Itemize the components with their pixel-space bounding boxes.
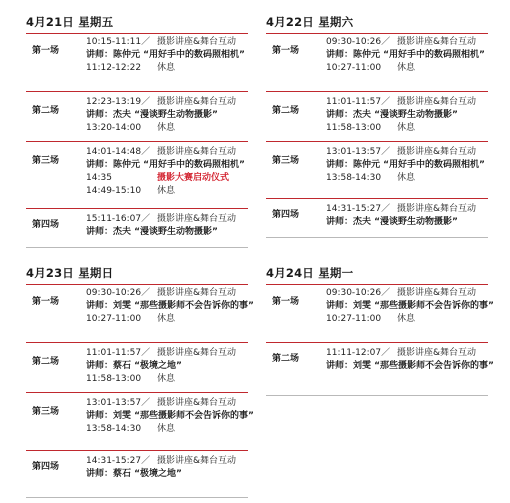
day-header: 4月22日 星期六: [266, 15, 354, 29]
speaker-line: 讲师：杰夫 “漫谈野生动物摄影”: [86, 227, 218, 237]
event-title: 休息: [157, 63, 176, 73]
schedule-line: [86, 313, 175, 325]
day-top-rule: [26, 284, 248, 285]
schedule-line: [86, 397, 236, 409]
schedule-line: [86, 360, 182, 372]
schedule-line: [326, 300, 494, 312]
day-header: 4月24日 星期一: [266, 266, 354, 280]
schedule-line: [326, 287, 476, 299]
time-range: 11:58-13:00: [86, 374, 142, 384]
event-title: 摄影讲座&舞台互动: [157, 456, 237, 466]
session-divider: [26, 392, 248, 393]
session-divider: [26, 450, 248, 451]
schedule-line: [86, 122, 175, 134]
time-range: 13:01-13:57／: [326, 147, 391, 157]
day-top-rule: [26, 33, 248, 34]
event-title: 休息: [157, 186, 176, 196]
session-label: 第四场: [32, 220, 60, 230]
session-divider: [266, 91, 488, 92]
event-title: 休息: [397, 314, 416, 324]
event-title: 摄影讲座&舞台互动: [397, 204, 477, 214]
speaker-line: 讲师：陈仲元 “用好手中的数码照相机”: [326, 160, 485, 170]
session-label: 第一场: [32, 46, 60, 56]
session-divider: [266, 198, 488, 199]
time-range: 11:01-11:57／: [86, 348, 151, 358]
schedule-line: [86, 468, 182, 480]
event-title: 摄影讲座&舞台互动: [397, 288, 477, 298]
speaker-line: 讲师：杰夫 “漫谈野生动物摄影”: [326, 217, 458, 227]
event-title: 休息: [157, 314, 176, 324]
time-range: 11:01-11:57／: [326, 97, 391, 107]
session-divider: [26, 141, 248, 142]
day-header: 4月21日 星期五: [26, 15, 114, 29]
time-range: 11:58-13:00: [326, 123, 382, 133]
time-range: 10:27-11:00: [326, 314, 382, 324]
schedule-line: [86, 172, 229, 184]
speaker-line: 讲师：陈仲元 “用好手中的数码照相机”: [326, 50, 485, 60]
time-range: 09:30-10:26／: [86, 288, 151, 298]
session-divider: [266, 342, 488, 343]
time-range: 10:15-11:11／: [86, 37, 151, 47]
ceremony-title: 摄影大赛启动仪式: [157, 173, 230, 183]
session-label: 第三场: [32, 156, 60, 166]
speaker-line: 讲师：陈仲元 “用好手中的数码照相机”: [86, 160, 245, 170]
speaker-line: 讲师：刘雯 “那些摄影师不会告诉你的事”: [86, 411, 254, 421]
schedule-line: [86, 49, 245, 61]
speaker-line: 讲师：刘雯 “那些摄影师不会告诉你的事”: [326, 301, 494, 311]
time-range: 14:35: [86, 173, 112, 183]
time-range: 12:23-13:19／: [86, 97, 151, 107]
session-label: 第二场: [32, 357, 60, 367]
schedule-line: [326, 49, 485, 61]
speaker-line: 讲师：杰夫 “漫谈野生动物摄影”: [326, 110, 458, 120]
session-divider: [26, 91, 248, 92]
schedule-line: [326, 109, 458, 121]
day-end-rule: [266, 237, 488, 238]
schedule-line: [86, 226, 218, 238]
schedule-line: [326, 122, 415, 134]
schedule-line: [326, 216, 458, 228]
schedule-line: [86, 410, 254, 422]
session-label: 第二场: [272, 354, 300, 364]
day-top-rule: [266, 33, 488, 34]
speaker-line: 讲师：蔡石 “极境之地”: [86, 361, 182, 371]
schedule-line: [86, 455, 236, 467]
schedule-line: [326, 146, 476, 158]
time-range: 14:49-15:10: [86, 186, 142, 196]
schedule-line: [326, 159, 485, 171]
day-end-rule: [266, 395, 488, 396]
time-range: 13:01-13:57／: [86, 398, 151, 408]
time-range: 13:58-14:30: [326, 173, 382, 183]
time-range: 15:11-16:07／: [86, 214, 151, 224]
event-title: 摄影讲座&舞台互动: [157, 147, 237, 157]
schedule-line: [86, 347, 236, 359]
schedule-line: [86, 300, 254, 312]
event-title: 摄影讲座&舞台互动: [397, 147, 477, 157]
event-title: 摄影讲座&舞台互动: [157, 348, 237, 358]
session-label: 第四场: [272, 210, 300, 220]
time-range: 14:01-14:48／: [86, 147, 151, 157]
event-title: 休息: [157, 374, 176, 384]
session-label: 第二场: [272, 106, 300, 116]
schedule-line: [86, 423, 175, 435]
event-title: 摄影讲座&舞台互动: [157, 97, 237, 107]
schedule-line: [86, 159, 245, 171]
schedule-line: [326, 313, 415, 325]
event-title: 摄影讲座&舞台互动: [157, 214, 237, 224]
schedule-line: [86, 96, 236, 108]
schedule-line: [86, 146, 236, 158]
event-title: 摄影讲座&舞台互动: [397, 348, 477, 358]
day-end-rule: [26, 247, 248, 248]
time-range: 10:27-11:00: [86, 314, 142, 324]
event-title: 摄影讲座&舞台互动: [157, 398, 237, 408]
schedule-line: [326, 62, 415, 74]
schedule-line: [326, 203, 476, 215]
session-label: 第二场: [32, 106, 60, 116]
event-title: 休息: [397, 173, 416, 183]
event-title: 摄影讲座&舞台互动: [397, 97, 477, 107]
time-range: 14:31-15:27／: [326, 204, 391, 214]
speaker-line: 讲师：蔡石 “极境之地”: [86, 469, 182, 479]
schedule-line: [86, 373, 175, 385]
event-title: 休息: [157, 424, 176, 434]
session-label: 第一场: [32, 297, 60, 307]
time-range: 09:30-10:26／: [326, 288, 391, 298]
schedule-line: [86, 62, 175, 74]
schedule-line: [86, 109, 218, 121]
schedule-line: [86, 213, 236, 225]
speaker-line: 讲师：刘雯 “那些摄影师不会告诉你的事”: [86, 301, 254, 311]
session-divider: [26, 208, 248, 209]
day-top-rule: [266, 284, 488, 285]
event-title: 休息: [397, 63, 416, 73]
time-range: 09:30-10:26／: [326, 37, 391, 47]
time-range: 10:27-11:00: [326, 63, 382, 73]
schedule-line: [86, 185, 175, 197]
speaker-line: 讲师：杰夫 “漫谈野生动物摄影”: [86, 110, 218, 120]
time-range: 13:58-14:30: [86, 424, 142, 434]
schedule-line: [326, 360, 494, 372]
session-divider: [26, 342, 248, 343]
event-title: 摄影讲座&舞台互动: [397, 37, 477, 47]
session-label: 第四场: [32, 462, 60, 472]
time-range: 11:11-12:07／: [326, 348, 391, 358]
time-range: 13:20-14:00: [86, 123, 142, 133]
time-range: 14:31-15:27／: [86, 456, 151, 466]
session-divider: [266, 141, 488, 142]
schedule-line: [326, 36, 476, 48]
event-title: 摄影讲座&舞台互动: [157, 37, 237, 47]
day-header: 4月23日 星期日: [26, 266, 114, 280]
session-label: 第三场: [272, 156, 300, 166]
time-range: 11:12-12:22: [86, 63, 142, 73]
schedule-line: [326, 96, 476, 108]
event-title: 摄影讲座&舞台互动: [157, 288, 237, 298]
session-label: 第一场: [272, 46, 300, 56]
event-title: 休息: [397, 123, 416, 133]
day-end-rule: [26, 497, 248, 498]
event-title: 休息: [157, 123, 176, 133]
schedule-line: [86, 287, 236, 299]
speaker-line: 讲师：刘雯 “那些摄影师不会告诉你的事”: [326, 361, 494, 371]
session-label: 第一场: [272, 297, 300, 307]
session-label: 第三场: [32, 407, 60, 417]
schedule-line: [326, 347, 476, 359]
schedule-line: [326, 172, 415, 184]
schedule-line: [86, 36, 236, 48]
speaker-line: 讲师：陈仲元 “用好手中的数码照相机”: [86, 50, 245, 60]
